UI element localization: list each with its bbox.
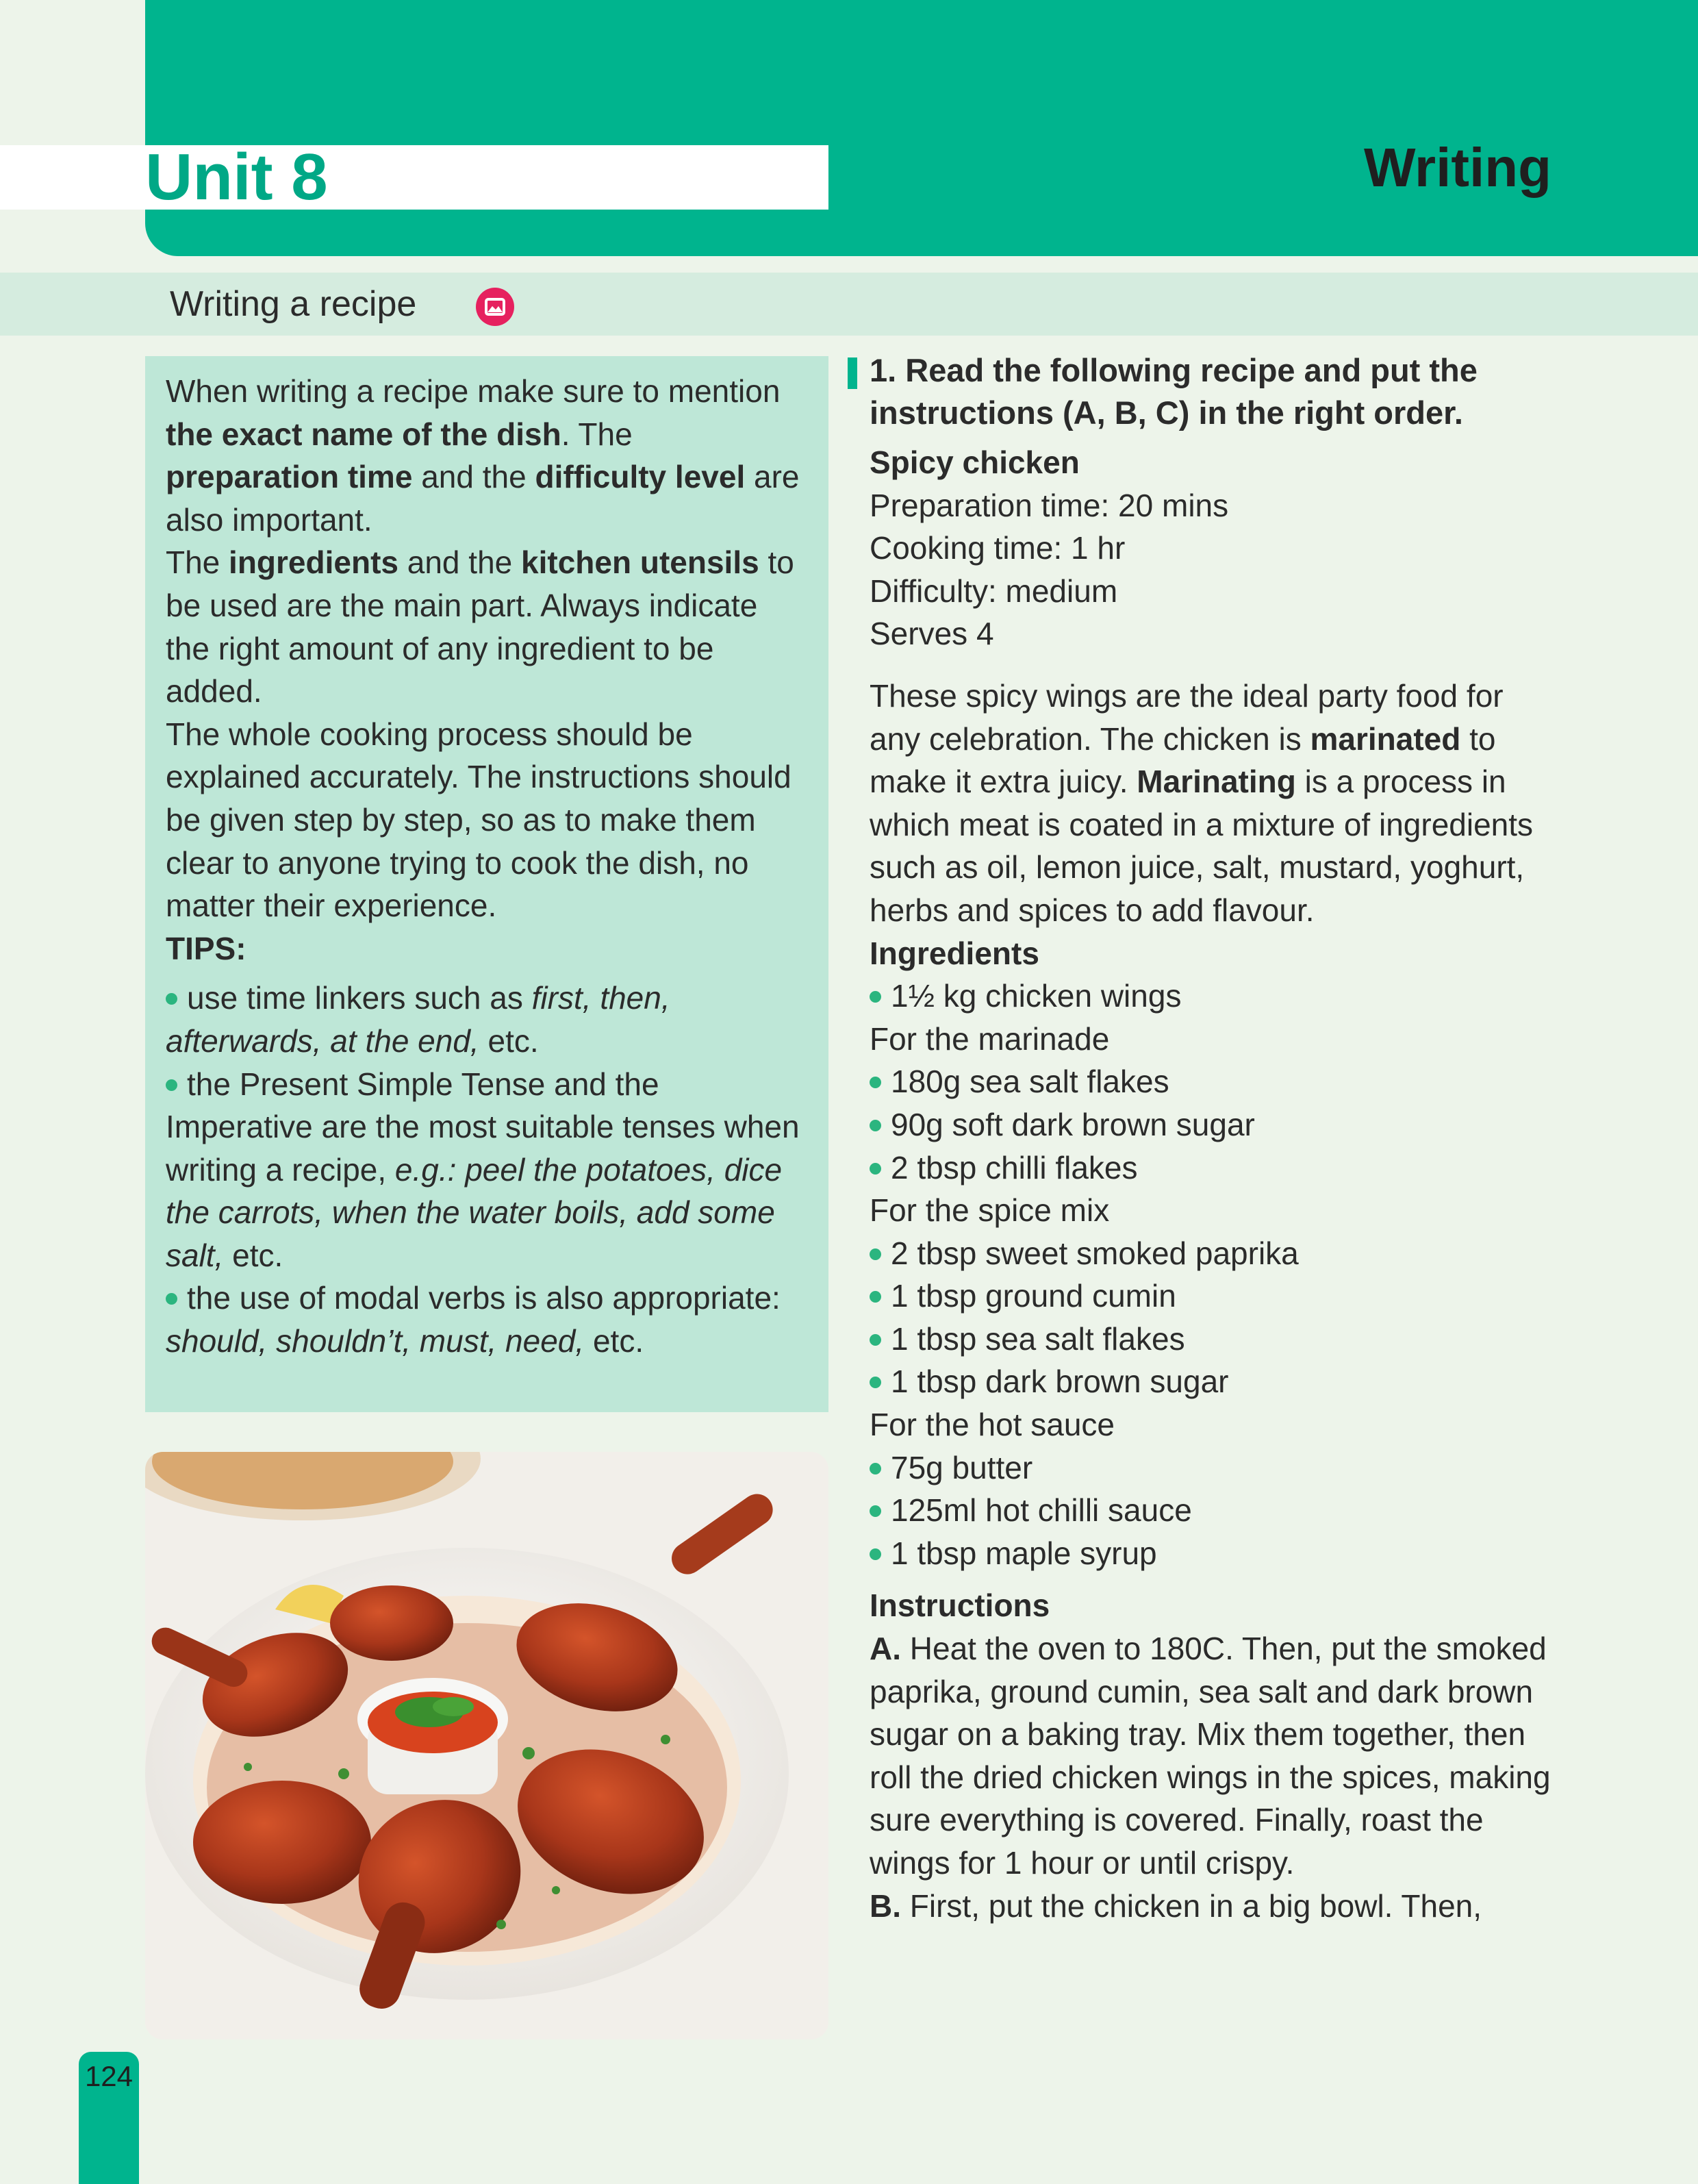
bullet-icon bbox=[870, 1291, 881, 1303]
lesson-subtitle: Writing a recipe bbox=[170, 284, 417, 324]
cook-time: Cooking time: 1 hr bbox=[870, 530, 1126, 566]
sauce-heading: For the hot sauce bbox=[870, 1407, 1115, 1443]
page-number: 124 bbox=[84, 2060, 134, 2092]
bullet-icon bbox=[870, 1120, 881, 1131]
bullet-icon bbox=[870, 1377, 881, 1388]
marinade-heading: For the marinade bbox=[870, 1020, 1110, 1057]
question-marker bbox=[848, 357, 857, 389]
ingredients-heading: Ingredients bbox=[870, 935, 1039, 971]
bullet-icon bbox=[870, 1505, 881, 1517]
bullet-icon bbox=[870, 1463, 881, 1474]
ingredient-item: 1½ kg chicken wings bbox=[870, 975, 1557, 1018]
spice-heading: For the spice mix bbox=[870, 1192, 1110, 1229]
tips-ingredients: The ingredients and the kitchen utensils to be used are the main part. Always indicate the right amount of any ingredient to be added. bbox=[166, 544, 794, 710]
bullet-icon bbox=[870, 1248, 881, 1260]
bullet-icon bbox=[870, 1163, 881, 1175]
unit-strip bbox=[0, 145, 828, 210]
exercise-column bbox=[870, 349, 1557, 1927]
prep-time: Preparation time: 20 mins bbox=[870, 487, 1229, 523]
exercise-question: 1. Read the following recipe and put the instructions (A, B, C) in the right order. bbox=[870, 352, 1478, 431]
ingredient-item: 125ml hot chilli sauce bbox=[870, 1489, 1557, 1532]
bullet-icon bbox=[870, 991, 881, 1003]
tips-process: The whole cooking process should be explained accurately. The instructions should be given step by step, so as to make them clear to anyone trying to cook the dish, no matter their experience. bbox=[166, 716, 791, 924]
instruction-step-a: A. Heat the oven to 180C. Then, put the smoked paprika, ground cumin, sea salt and dark brown sugar on a baking tray. Mix them together, then roll the dried chicken wings in the spices, making sure everything is covered. Finally, roast the wings for 1 hour or until crispy. bbox=[870, 1631, 1551, 1881]
ingredient-item: 1 tbsp ground cumin bbox=[870, 1275, 1557, 1318]
ingredient-item: 75g butter bbox=[870, 1446, 1557, 1490]
bullet-icon bbox=[870, 1077, 881, 1088]
ingredient-item: 1 tbsp sea salt flakes bbox=[870, 1318, 1557, 1361]
tip-item: the Present Simple Tense and the Imperative are the most suitable tenses when writing a recipe, e.g.: peel the potatoes, dice the carrots, when the water boils, add some salt, etc. bbox=[166, 1066, 800, 1273]
ingredient-item: 1 tbsp maple syrup bbox=[870, 1532, 1557, 1575]
spicy-chicken-photo bbox=[145, 1452, 828, 2039]
tips-intro: When writing a recipe make sure to mention the exact name of the dish. The preparation time and the difficulty level are also important. bbox=[166, 373, 800, 538]
unit-title: Unit 8 bbox=[145, 140, 328, 214]
ingredient-item: 2 tbsp sweet smoked paprika bbox=[870, 1232, 1557, 1275]
ingredient-item: 1 tbsp dark brown sugar bbox=[870, 1360, 1557, 1403]
ingredient-item: 180g sea salt flakes bbox=[870, 1060, 1557, 1103]
bullet-icon bbox=[166, 993, 177, 1005]
ingredient-item: 2 tbsp chilli flakes bbox=[870, 1146, 1557, 1190]
recipe-description: These spicy wings are the ideal party food for any celebration. The chicken is marinated to make it extra juicy. Marinating is a process in which meat is coated in a mixture of ingredients such as oil, lemon juice, salt, mustard, yoghurt, herbs and spices to add flavour. bbox=[870, 677, 1534, 928]
header-band bbox=[145, 0, 1698, 256]
recipe-title: Spicy chicken bbox=[870, 444, 1080, 480]
instruction-step-b: B. First, put the chicken in a big bowl. Then, bbox=[870, 1887, 1482, 1924]
ingredient-item: 90g soft dark brown sugar bbox=[870, 1103, 1557, 1146]
tip-item: the use of modal verbs is also appropriate: should, shouldn’t, must, need, etc. bbox=[166, 1280, 781, 1359]
serves: Serves 4 bbox=[870, 616, 994, 652]
difficulty: Difficulty: medium bbox=[870, 573, 1118, 609]
bullet-icon bbox=[166, 1079, 177, 1091]
bullet-icon bbox=[870, 1334, 881, 1346]
tip-item: use time linkers such as first, then, afterwards, at the end, etc. bbox=[166, 980, 670, 1059]
bullet-icon bbox=[166, 1293, 177, 1305]
instructions-heading: Instructions bbox=[870, 1587, 1050, 1624]
tips-heading: TIPS: bbox=[166, 930, 246, 966]
section-title: Writing bbox=[1363, 137, 1551, 198]
image-icon bbox=[476, 288, 514, 326]
bullet-icon bbox=[870, 1548, 881, 1560]
writing-tips-box bbox=[145, 356, 828, 1412]
